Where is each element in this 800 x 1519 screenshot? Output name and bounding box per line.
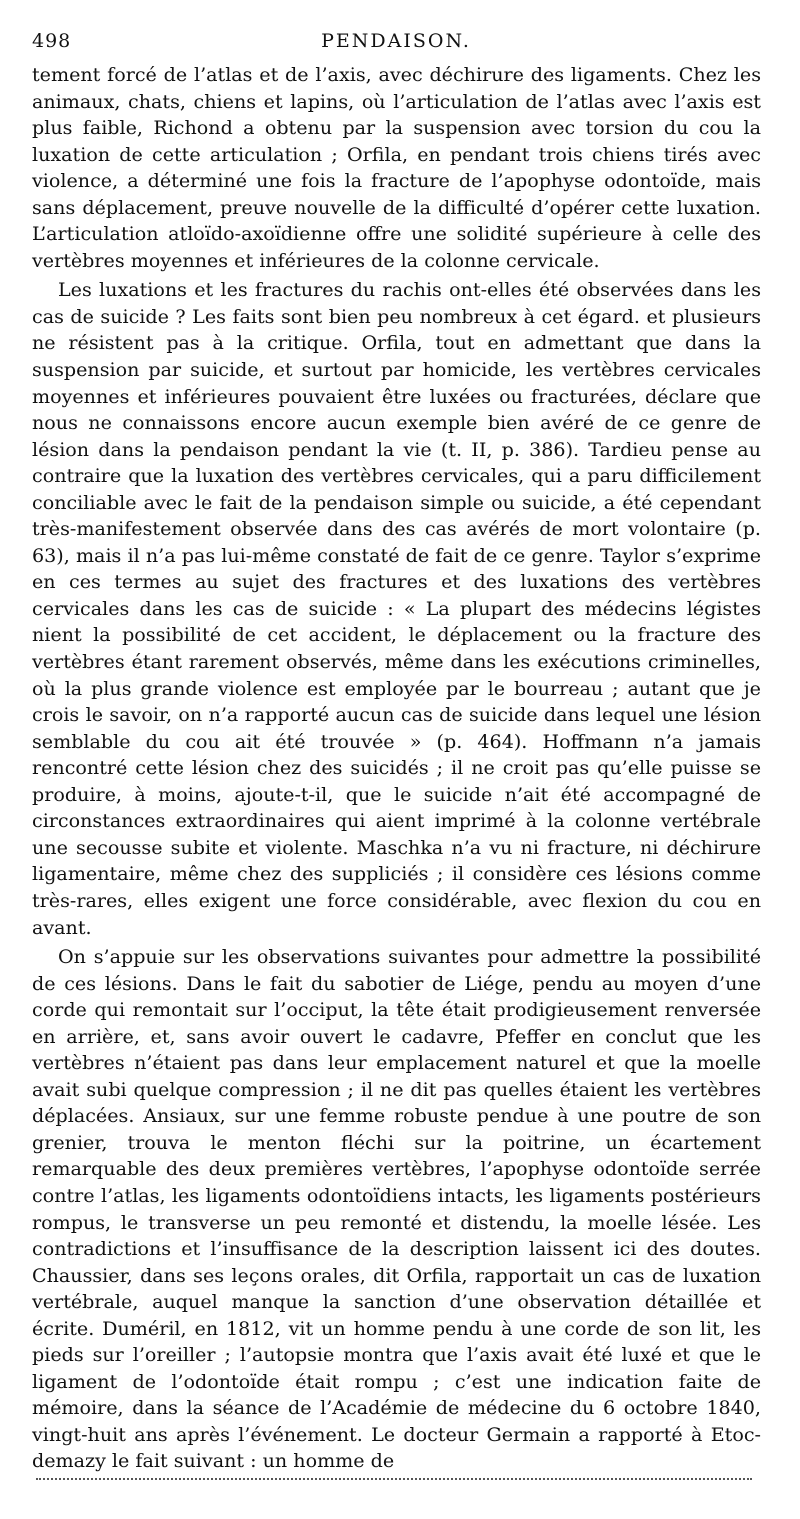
body-text	[32, 62, 761, 1475]
footer-dotted-rule	[36, 1478, 752, 1480]
page-header	[32, 30, 760, 58]
paragraph-observations: On s’appuie sur les observations suivantes pour admettre la possibilité de ces lésions. Dans le fait du sabotier de Liége, pendu au moyen d’une corde qui remontait sur l’occiput, la tête était prodigieusement renversée en arrière, et, sans avoir ouvert le cadavre, Pfeffer en conclut que les vertèbres n’étaient pas dans leur emplacement naturel et que la moelle avait subi quelque compression ; il ne dit pas quelles étaient les vertèbres déplacées. Ansiaux, sur une femme robuste pendue à une poutre de son grenier, trouva le menton fléchi sur la poitrine, un écartement remarquable des deux premières vertèbres, l’apophyse odontoïde serrée contre l’atlas, les ligaments odontoïdiens intacts, les ligaments postérieurs rompus, le transverse un peu remonté et distendu, la moelle lésée. Les contradictions et l’insuffisance de la description laissent ici des doutes. Chaussier, dans ses leçons orales, dit Orfila, rapportait un cas de luxation vertébrale, auquel manque la sanction d’une observation détaillée et écrite. Duméril, en 1812, vit un homme pendu à une corde de son lit, les pieds sur l’oreiller ; l’autopsie montra que l’axis avait été luxé et que le ligament de l’odontoïde était rompu ; c’est une indication faite de mémoire, dans la séance de l’Académie de médecine du 6 octobre 1840, vingt-huit ans après l’événement. Le docteur Germain a rapporté à Etoc-demazy le fait suivant : un homme de	[32, 945, 761, 1473]
page-number: 498	[32, 30, 72, 52]
paragraph-continuation: tement forcé de l’atlas et de l’axis, avec déchirure des ligaments. Chez les animaux, chats, chiens et lapins, où l’articulation de l’atlas avec l’axis est plus faible, Richond a obtenu par la suspension avec torsion du cou la luxation de cette articulation ; Orfila, en pendant trois chiens tirés avec violence, a déterminé une fois la fracture de l’apophyse odontoïde, mais sans déplacement, preuve nouvelle de la difficulté d’opérer cette luxation. L’articulation atloïdo-axoïdienne offre une solidité supérieure à celle des vertèbres moyennes et inférieures de la colonne cervicale.	[32, 63, 761, 272]
paragraph-suicide-fractures: Les luxations et les fractures du rachis ont-elles été observées dans les cas de suicide ? Les faits sont bien peu nombreux à cet égard. et plusieurs ne résistent pas à la critique. Orfila, tout en admettant que dans la suspension par suicide, et surtout par homicide, les vertèbres cervicales moyennes et inférieures pouvaient être luxées ou fracturées, déclare que nous ne connaissons encore aucun exemple bien avéré de ce genre de lésion dans la pendaison pendant la vie (t. II, p. 386). Tardieu pense au contraire que la luxation des vertèbres cervicales, qui a paru difficilement conciliable avec le fait de la pendaison simple ou suicide, a été cependant très-manifestement observée dans des cas avérés de mort volontaire (p. 63), mais il n’a pas lui-même constaté de fait de ce genre. Taylor s’exprime en ces termes au sujet des fractures et des luxations des vertèbres cervicales dans les cas de suicide : « La plupart des médecins légistes nient la possibilité de cet accident, le déplacement ou la fracture des vertèbres étant rarement observés, même dans les exécutions criminelles, où la plus grande violence est employée par le bourreau ; autant que je crois le savoir, on n’a rapporté aucun cas de suicide dans lequel une lésion semblable du cou ait été trouvée » (p. 464). Hoffmann n’a jamais rencontré cette lésion chez des suicidés ; il ne croit pas qu’elle puisse se produire, à moins, ajoute-t-il, que le suicide n’ait été accompagné de circonstances extraordinaires qui aient imprimé à la colonne vertébrale une secousse subite et violente. Maschka n’a vu ni fracture, ni déchirure ligamentaire, même chez des suppliciés ; il considère ces lésions comme très-rares, elles exigent une force considérable, avec flexion du cou en avant.	[32, 278, 761, 939]
running-title: PENDAISON.	[321, 30, 471, 52]
